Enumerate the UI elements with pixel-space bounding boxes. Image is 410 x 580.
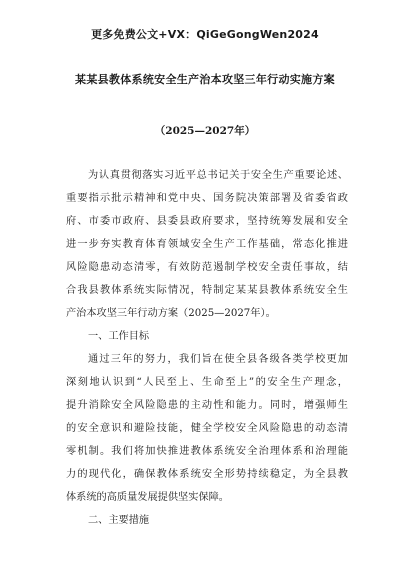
paragraph-line: 深刻地认识到“人民至上、生命至上”的安全生产理念， xyxy=(66,377,348,388)
paragraph-line: 为认真贯彻落实习近平总书记关于安全生产重要论述、 xyxy=(88,170,348,181)
paragraph-line: 重要指示批示精神和党中央、国务院决策部署及省委省政 xyxy=(66,193,348,204)
document-subtitle: （2025—2027年） xyxy=(154,125,256,137)
header-note: 更多免费公文+VX：QiGeGongWen2024 xyxy=(91,28,319,41)
paragraph-line: 零机制。我们将加快推进教体系统安全治理体系和治理能 xyxy=(66,446,348,457)
paragraph-line: 的安全意识和避险技能，健全学校安全风险隐患的动态清 xyxy=(66,423,348,434)
section-heading: 二、主要措施 xyxy=(88,515,150,526)
paragraph-line: 府、市委市政府、县委县政府要求，坚持统筹发展和安全 xyxy=(66,216,348,227)
paragraph-line: 产治本攻坚三年行动方案（2025—2027年）。 xyxy=(66,308,276,319)
paragraph-line: 合我县教体系统实际情况，特制定某某县教体系统安全生 xyxy=(66,285,348,296)
paragraph-line: 进一步夯实教育体育领域安全生产工作基础，常态化推进 xyxy=(66,239,348,250)
paragraph-line: 通过三年的努力，我们旨在使全县各级各类学校更加 xyxy=(88,354,348,365)
paragraph-line: 体系统的高质量发展提供坚实保障。 xyxy=(66,492,229,503)
paragraph-line: 力的现代化，确保教体系统安全形势持续稳定，为全县教 xyxy=(66,469,348,480)
paragraph-line: 提升消除安全风险隐患的主动性和能力。同时，增强师生 xyxy=(66,400,348,411)
section-heading: 一、工作目标 xyxy=(88,331,150,342)
paragraph-line: 风险隐患动态清零，有效防范遏制学校安全责任事故，结 xyxy=(66,262,348,273)
document-title: 某某县教体系统安全生产治本攻坚三年行动实施方案 xyxy=(75,73,335,86)
